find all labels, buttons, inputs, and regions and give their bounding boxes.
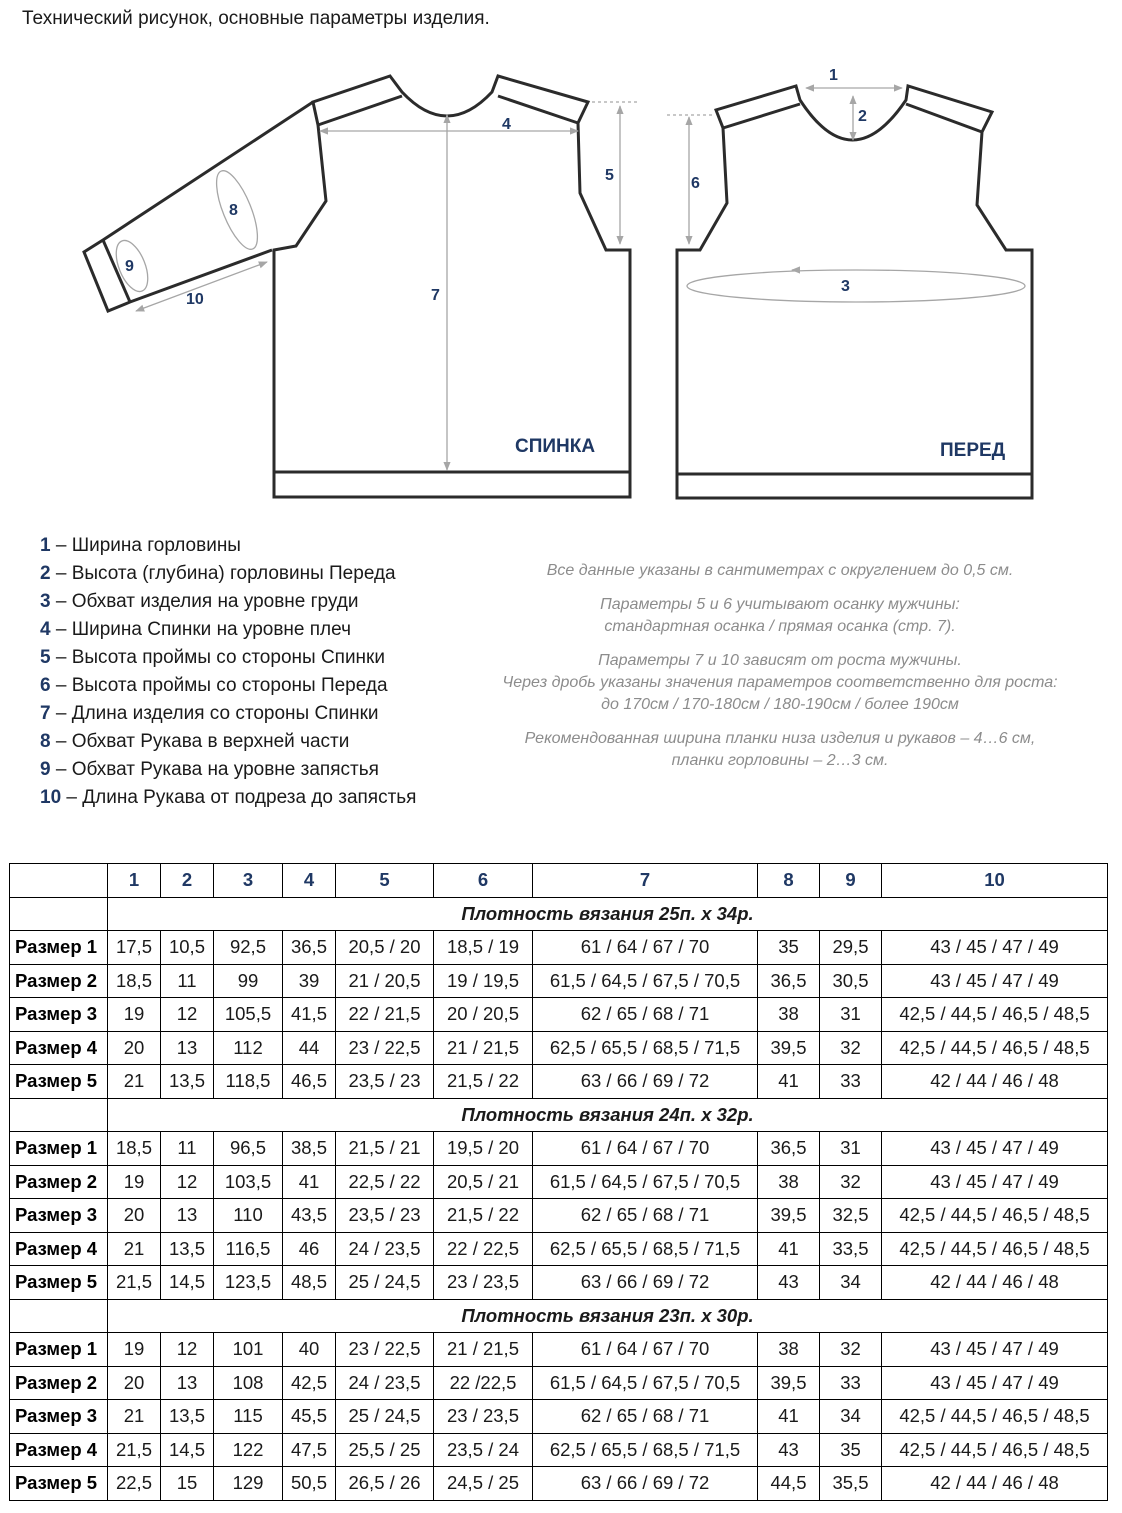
table-cell: 41: [758, 1400, 820, 1434]
table-cell: 42,5 / 44,5 / 46,5 / 48,5: [882, 1400, 1108, 1434]
table-cell: 21 / 21,5: [434, 1333, 533, 1367]
legend-item: [40, 728, 416, 756]
section-row: [10, 1299, 1108, 1333]
table-cell: 62,5 / 65,5 / 68,5 / 71,5: [533, 1433, 758, 1467]
marker-4: 4: [502, 116, 511, 133]
legend-text: – Ширина горловины: [50, 535, 241, 556]
table-cell: 13: [161, 1366, 214, 1400]
gauge-heading: Плотность вязания 24п. х 32р.: [108, 1098, 1108, 1132]
note-paragraph: [450, 594, 1110, 638]
table-row: [10, 1031, 1108, 1065]
table-cell: 62,5 / 65,5 / 68,5 / 71,5: [533, 1232, 758, 1266]
marker-8: 8: [229, 202, 238, 219]
table-cell: 34: [820, 1400, 882, 1434]
table-cell: 21,5 / 21: [336, 1132, 434, 1166]
table-cell: 22 / 22,5: [434, 1232, 533, 1266]
legend-number: 3: [40, 591, 51, 612]
column-header: 8: [758, 864, 820, 898]
table-cell: 42,5 / 44,5 / 46,5 / 48,5: [882, 1232, 1108, 1266]
table-cell: 19 / 19,5: [434, 964, 533, 998]
table-cell: 20: [108, 1366, 161, 1400]
legend-number: 9: [40, 759, 51, 780]
table-cell: 101: [214, 1333, 283, 1367]
page-title: Технический рисунок, основные параметры изделия.: [22, 8, 490, 29]
column-header: 3: [214, 864, 283, 898]
table-cell: 19,5 / 20: [434, 1132, 533, 1166]
table-cell: 41: [283, 1165, 336, 1199]
legend-item: [40, 588, 416, 616]
table-cell: 42,5 / 44,5 / 46,5 / 48,5: [882, 1199, 1108, 1233]
table-cell: 32: [820, 1165, 882, 1199]
table-cell: 13: [161, 1031, 214, 1065]
legend-item: [40, 756, 416, 784]
table-cell: 21,5 / 22: [434, 1065, 533, 1099]
front-label: ПЕРЕД: [940, 440, 1006, 461]
table-row: [10, 1467, 1108, 1501]
table-cell: 122: [214, 1433, 283, 1467]
legend-text: – Длина Рукава от подреза до запястья: [61, 787, 417, 808]
table-cell: 42 / 44 / 46 / 48: [882, 1065, 1108, 1099]
table-cell: 21 / 21,5: [434, 1031, 533, 1065]
column-header: 5: [336, 864, 434, 898]
legend-item: [40, 560, 416, 588]
note-line: стандартная осанка / прямая осанка (стр. 7).: [604, 618, 956, 635]
table-cell: 48,5: [283, 1266, 336, 1300]
size-label: Размер 1: [10, 931, 108, 965]
table-cell: 24 / 23,5: [336, 1366, 434, 1400]
table-cell: 13: [161, 1199, 214, 1233]
table-cell: 43,5: [283, 1199, 336, 1233]
table-row: [10, 1065, 1108, 1099]
table-cell: 43 / 45 / 47 / 49: [882, 1366, 1108, 1400]
legend-text: – Обхват изделия на уровне груди: [50, 591, 359, 612]
table-row: [10, 1366, 1108, 1400]
table-cell: 43 / 45 / 47 / 49: [882, 931, 1108, 965]
table-cell: 14,5: [161, 1433, 214, 1467]
size-label: Размер 2: [10, 1366, 108, 1400]
table-cell: 63 / 66 / 69 / 72: [533, 1065, 758, 1099]
table-cell: 20: [108, 1199, 161, 1233]
table-row: [10, 931, 1108, 965]
size-label: Размер 3: [10, 1199, 108, 1233]
table-cell: 21: [108, 1065, 161, 1099]
table-cell: 39,5: [758, 1366, 820, 1400]
size-table: [9, 863, 1108, 1501]
table-cell: 20 / 20,5: [434, 998, 533, 1032]
table-cell: 21,5 / 22: [434, 1199, 533, 1233]
table-row: [10, 1232, 1108, 1266]
table-cell: 30,5: [820, 964, 882, 998]
table-cell: 11: [161, 1132, 214, 1166]
table-cell: 22 /22,5: [434, 1366, 533, 1400]
table-cell: 31: [820, 1132, 882, 1166]
table-cell: 23 / 22,5: [336, 1333, 434, 1367]
legend-text: – Высота проймы со стороны Спинки: [50, 647, 385, 668]
table-cell: 24 / 23,5: [336, 1232, 434, 1266]
table-cell: 43 / 45 / 47 / 49: [882, 1333, 1108, 1367]
table-cell: 11: [161, 964, 214, 998]
table-cell: 12: [161, 1333, 214, 1367]
table-cell: 110: [214, 1199, 283, 1233]
table-cell: 43: [758, 1433, 820, 1467]
back-label: СПИНКА: [515, 436, 596, 457]
gauge-heading: Плотность вязания 23п. х 30р.: [108, 1299, 1108, 1333]
table-cell: 92,5: [214, 931, 283, 965]
table-cell: 31: [820, 998, 882, 1032]
legend-number: 10: [40, 787, 62, 808]
table-cell: 20,5 / 20: [336, 931, 434, 965]
table-cell: 44: [283, 1031, 336, 1065]
legend-text: – Высота (глубина) горловины Переда: [50, 563, 396, 584]
legend-item: [40, 616, 416, 644]
table-cell: 116,5: [214, 1232, 283, 1266]
table-cell: 61,5 / 64,5 / 67,5 / 70,5: [533, 1165, 758, 1199]
table-cell: 23 / 23,5: [434, 1400, 533, 1434]
table-cell: 14,5: [161, 1266, 214, 1300]
table-cell: 25 / 24,5: [336, 1266, 434, 1300]
table-cell: 38: [758, 998, 820, 1032]
table-cell: 20: [108, 1031, 161, 1065]
size-label: Размер 4: [10, 1433, 108, 1467]
table-cell: 18,5: [108, 964, 161, 998]
marker-2: 2: [858, 108, 867, 125]
table-cell: 21,5: [108, 1433, 161, 1467]
column-header: 1: [108, 864, 161, 898]
note-line: Параметры 5 и 6 учитывают осанку мужчины:: [600, 596, 960, 613]
table-cell: 63 / 66 / 69 / 72: [533, 1467, 758, 1501]
table-cell: 18,5: [108, 1132, 161, 1166]
table-cell: 21 / 20,5: [336, 964, 434, 998]
header-row: [10, 864, 1108, 898]
legend-number: 4: [40, 619, 51, 640]
table-cell: 38: [758, 1165, 820, 1199]
table-cell: 108: [214, 1366, 283, 1400]
table-cell: 35: [820, 1433, 882, 1467]
legend-item: [40, 644, 416, 672]
marker-5: 5: [605, 167, 614, 184]
table-cell: 35: [758, 931, 820, 965]
table-cell: 23,5 / 23: [336, 1199, 434, 1233]
marker-10: 10: [186, 291, 204, 308]
column-header: 2: [161, 864, 214, 898]
note-paragraph: [450, 650, 1110, 716]
table-cell: 21: [108, 1400, 161, 1434]
table-cell: 42 / 44 / 46 / 48: [882, 1467, 1108, 1501]
note-line: до 170см / 170-180см / 180-190см / более 190см: [601, 696, 959, 713]
table-cell: 19: [108, 1165, 161, 1199]
size-label: Размер 3: [10, 998, 108, 1032]
column-header: 10: [882, 864, 1108, 898]
size-label: Размер 4: [10, 1031, 108, 1065]
size-label: Размер 5: [10, 1065, 108, 1099]
marker-6: 6: [691, 175, 700, 192]
table-cell: 22 / 21,5: [336, 998, 434, 1032]
section-blank-cell: [10, 1299, 108, 1333]
column-header: 9: [820, 864, 882, 898]
table-cell: 96,5: [214, 1132, 283, 1166]
section-row: [10, 1098, 1108, 1132]
table-cell: 47,5: [283, 1433, 336, 1467]
section-blank-cell: [10, 897, 108, 931]
table-cell: 112: [214, 1031, 283, 1065]
table-cell: 46: [283, 1232, 336, 1266]
table-cell: 25,5 / 25: [336, 1433, 434, 1467]
legend-item: [40, 672, 416, 700]
table-cell: 36,5: [758, 1132, 820, 1166]
table-cell: 36,5: [283, 931, 336, 965]
table-row: [10, 1266, 1108, 1300]
note-line: Параметры 7 и 10 зависят от роста мужчины.: [598, 652, 962, 669]
table-cell: 118,5: [214, 1065, 283, 1099]
table-cell: 38,5: [283, 1132, 336, 1166]
table-cell: 40: [283, 1333, 336, 1367]
legend-item: [40, 700, 416, 728]
table-cell: 13,5: [161, 1232, 214, 1266]
table-cell: 43 / 45 / 47 / 49: [882, 964, 1108, 998]
legend-number: 2: [40, 563, 51, 584]
table-cell: 50,5: [283, 1467, 336, 1501]
table-cell: 32,5: [820, 1199, 882, 1233]
table-cell: 13,5: [161, 1400, 214, 1434]
table-cell: 115: [214, 1400, 283, 1434]
note-line: планки горловины – 2…3 см.: [671, 752, 889, 769]
table-cell: 23,5 / 23: [336, 1065, 434, 1099]
table-cell: 34: [820, 1266, 882, 1300]
legend-text: – Обхват Рукава на уровне запястья: [50, 759, 379, 780]
marker-7: 7: [431, 287, 440, 304]
table-cell: 129: [214, 1467, 283, 1501]
column-header: 7: [533, 864, 758, 898]
legend-number: 7: [40, 703, 51, 724]
legend-text: – Обхват Рукава в верхней части: [50, 731, 350, 752]
table-cell: 19: [108, 1333, 161, 1367]
table-cell: 12: [161, 998, 214, 1032]
table-cell: 38: [758, 1333, 820, 1367]
size-label: Размер 4: [10, 1232, 108, 1266]
table-cell: 41,5: [283, 998, 336, 1032]
legend-text: – Ширина Спинки на уровне плеч: [50, 619, 351, 640]
table-cell: 62,5 / 65,5 / 68,5 / 71,5: [533, 1031, 758, 1065]
table-cell: 23,5 / 24: [434, 1433, 533, 1467]
table-cell: 61 / 64 / 67 / 70: [533, 1333, 758, 1367]
size-label: Размер 1: [10, 1132, 108, 1166]
table-cell: 43: [758, 1266, 820, 1300]
table-cell: 12: [161, 1165, 214, 1199]
table-row: [10, 1199, 1108, 1233]
legend-item: [40, 784, 416, 812]
table-cell: 42 / 44 / 46 / 48: [882, 1266, 1108, 1300]
legend-number: 1: [40, 535, 51, 556]
sleeve: [84, 102, 313, 311]
legend-text: – Высота проймы со стороны Переда: [50, 675, 388, 696]
note-paragraph: [450, 728, 1110, 772]
note-line: Рекомендованная ширина планки низа изделия и рукавов – 4…6 см,: [524, 730, 1036, 747]
table-cell: 17,5: [108, 931, 161, 965]
table-cell: 32: [820, 1031, 882, 1065]
table-cell: 103,5: [214, 1165, 283, 1199]
table-cell: 43 / 45 / 47 / 49: [882, 1132, 1108, 1166]
table-cell: 39: [283, 964, 336, 998]
size-label: Размер 2: [10, 964, 108, 998]
table-cell: 26,5 / 26: [336, 1467, 434, 1501]
back-piece: [274, 76, 630, 497]
table-row: [10, 1333, 1108, 1367]
table-cell: 35,5: [820, 1467, 882, 1501]
table-cell: 32: [820, 1333, 882, 1367]
table-cell: 43 / 45 / 47 / 49: [882, 1165, 1108, 1199]
marker-1: 1: [829, 67, 838, 84]
table-cell: 13,5: [161, 1065, 214, 1099]
table-cell: 21: [108, 1232, 161, 1266]
marker-9: 9: [125, 258, 134, 275]
table-cell: 33: [820, 1366, 882, 1400]
table-cell: 23 / 22,5: [336, 1031, 434, 1065]
table-cell: 36,5: [758, 964, 820, 998]
table-row: [10, 964, 1108, 998]
table-cell: 44,5: [758, 1467, 820, 1501]
table-cell: 33: [820, 1065, 882, 1099]
parameter-legend: [40, 532, 416, 812]
table-cell: 39,5: [758, 1199, 820, 1233]
table-cell: 105,5: [214, 998, 283, 1032]
table-cell: 33,5: [820, 1232, 882, 1266]
table-cell: 99: [214, 964, 283, 998]
table-cell: 10,5: [161, 931, 214, 965]
column-header: 4: [283, 864, 336, 898]
marker-3: 3: [841, 278, 850, 295]
table-cell: 42,5: [283, 1366, 336, 1400]
table-cell: 41: [758, 1232, 820, 1266]
table-cell: 45,5: [283, 1400, 336, 1434]
table-cell: 123,5: [214, 1266, 283, 1300]
table-cell: 24,5 / 25: [434, 1467, 533, 1501]
note-line: Через дробь указаны значения параметров соответственно для роста:: [502, 674, 1058, 691]
table-row: [10, 1132, 1108, 1166]
section-blank-cell: [10, 1098, 108, 1132]
legend-text: – Длина изделия со стороны Спинки: [50, 703, 379, 724]
table-cell: 46,5: [283, 1065, 336, 1099]
table-cell: 21,5: [108, 1266, 161, 1300]
front-piece: [677, 86, 1032, 498]
table-cell: 29,5: [820, 931, 882, 965]
gauge-heading: Плотность вязания 25п. х 34р.: [108, 897, 1108, 931]
table-row: [10, 1400, 1108, 1434]
table-cell: 62 / 65 / 68 / 71: [533, 998, 758, 1032]
table-cell: 61 / 64 / 67 / 70: [533, 931, 758, 965]
table-cell: 25 / 24,5: [336, 1400, 434, 1434]
table-cell: 61 / 64 / 67 / 70: [533, 1132, 758, 1166]
table-cell: 42,5 / 44,5 / 46,5 / 48,5: [882, 1433, 1108, 1467]
table-cell: 15: [161, 1467, 214, 1501]
legend-number: 8: [40, 731, 51, 752]
table-cell: 20,5 / 21: [434, 1165, 533, 1199]
size-label: Размер 2: [10, 1165, 108, 1199]
table-cell: 63 / 66 / 69 / 72: [533, 1266, 758, 1300]
section-row: [10, 897, 1108, 931]
notes: [450, 560, 1110, 784]
table-cell: 62 / 65 / 68 / 71: [533, 1400, 758, 1434]
table-cell: 61,5 / 64,5 / 67,5 / 70,5: [533, 964, 758, 998]
technical-drawing: [0, 0, 1122, 520]
legend-number: 5: [40, 647, 51, 668]
legend-item: [40, 532, 416, 560]
size-label: Размер 5: [10, 1266, 108, 1300]
size-label: Размер 5: [10, 1467, 108, 1501]
legend-number: 6: [40, 675, 51, 696]
table-row: [10, 1165, 1108, 1199]
table-cell: 23 / 23,5: [434, 1266, 533, 1300]
table-cell: 18,5 / 19: [434, 931, 533, 965]
note-line: Все данные указаны в сантиметрах с округлением до 0,5 см.: [546, 562, 1014, 579]
table-cell: 42,5 / 44,5 / 46,5 / 48,5: [882, 1031, 1108, 1065]
table-cell: 22,5: [108, 1467, 161, 1501]
table-cell: 41: [758, 1065, 820, 1099]
table-cell: 22,5 / 22: [336, 1165, 434, 1199]
table-cell: 19: [108, 998, 161, 1032]
size-label: Размер 1: [10, 1333, 108, 1367]
table-cell: 42,5 / 44,5 / 46,5 / 48,5: [882, 998, 1108, 1032]
table-cell: 39,5: [758, 1031, 820, 1065]
table-row: [10, 998, 1108, 1032]
table-row: [10, 1433, 1108, 1467]
size-label: Размер 3: [10, 1400, 108, 1434]
note-paragraph: [450, 560, 1110, 582]
header-corner: [10, 864, 108, 898]
column-header: 6: [434, 864, 533, 898]
table-cell: 62 / 65 / 68 / 71: [533, 1199, 758, 1233]
table-cell: 61,5 / 64,5 / 67,5 / 70,5: [533, 1366, 758, 1400]
